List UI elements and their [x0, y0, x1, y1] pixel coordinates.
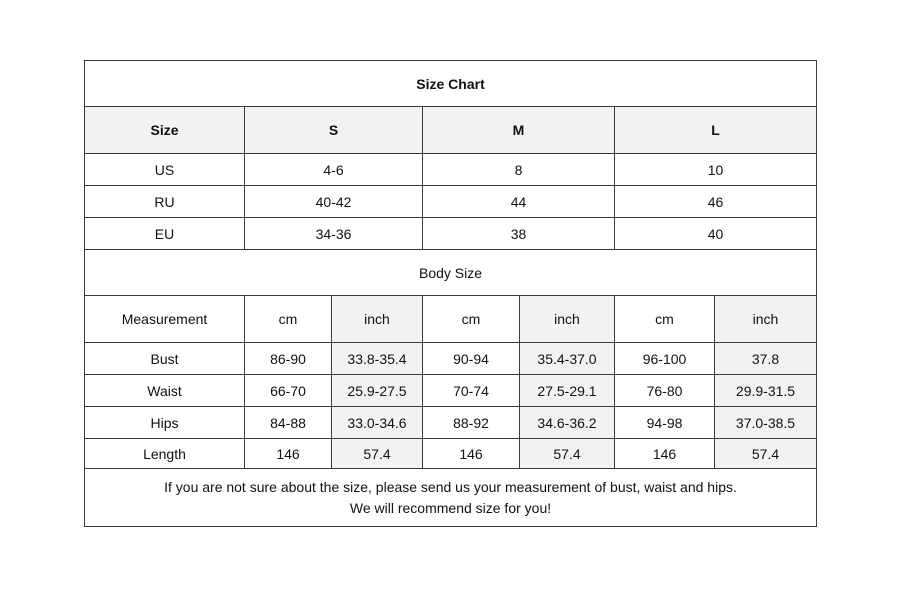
- conversion-row-ru: [85, 186, 817, 218]
- measurement-label: Waist: [85, 375, 245, 407]
- measurement-cell: 146: [423, 439, 520, 469]
- conversion-cell: 34-36: [245, 218, 423, 250]
- size-l-header: L: [615, 107, 817, 154]
- measurement-header: Measurement: [85, 296, 245, 343]
- measurement-cell: 35.4-37.0: [520, 343, 615, 375]
- size-header-label: Size: [85, 107, 245, 154]
- size-s-header: S: [245, 107, 423, 154]
- measurement-cell: 146: [615, 439, 715, 469]
- unit-header-row: [85, 296, 817, 343]
- measurement-cell: 76-80: [615, 375, 715, 407]
- chart-title: Size Chart: [85, 61, 817, 107]
- measurement-cell: 88-92: [423, 407, 520, 439]
- unit-header-cm: cm: [615, 296, 715, 343]
- size-note-line-1: If you are not sure about the size, please send us your measurement of bust, waist and hips.: [164, 478, 737, 495]
- size-chart-table: [84, 60, 817, 527]
- conversion-cell: 38: [423, 218, 615, 250]
- measurement-cell: 86-90: [245, 343, 332, 375]
- size-header-row: [85, 107, 817, 154]
- measurement-cell: 57.4: [332, 439, 423, 469]
- measurement-cell: 57.4: [715, 439, 817, 469]
- measurement-cell: 37.8: [715, 343, 817, 375]
- measurement-cell: 33.8-35.4: [332, 343, 423, 375]
- note-row: [85, 469, 817, 527]
- conversion-cell: 40-42: [245, 186, 423, 218]
- measurement-cell: 33.0-34.6: [332, 407, 423, 439]
- measurement-cell: 84-88: [245, 407, 332, 439]
- body-size-title-row: [85, 250, 817, 296]
- measurement-cell: 66-70: [245, 375, 332, 407]
- measurement-cell: 146: [245, 439, 332, 469]
- conversion-row-us: [85, 154, 817, 186]
- measurement-label: Hips: [85, 407, 245, 439]
- measurement-row-bust: [85, 343, 817, 375]
- conversion-cell: 46: [615, 186, 817, 218]
- unit-header-inch: inch: [520, 296, 615, 343]
- measurement-cell: 27.5-29.1: [520, 375, 615, 407]
- measurement-cell: 96-100: [615, 343, 715, 375]
- unit-header-inch: inch: [715, 296, 817, 343]
- measurement-row-length: [85, 439, 817, 469]
- size-note: [85, 469, 817, 527]
- conversion-cell: 10: [615, 154, 817, 186]
- measurement-cell: 57.4: [520, 439, 615, 469]
- unit-header-cm: cm: [423, 296, 520, 343]
- measurement-cell: 90-94: [423, 343, 520, 375]
- measurement-cell: 34.6-36.2: [520, 407, 615, 439]
- conversion-row-eu: [85, 218, 817, 250]
- conversion-cell: 44: [423, 186, 615, 218]
- title-row: [85, 61, 817, 107]
- measurement-cell: 25.9-27.5: [332, 375, 423, 407]
- region-label: EU: [85, 218, 245, 250]
- measurement-cell: 37.0-38.5: [715, 407, 817, 439]
- body-size-title: Body Size: [85, 250, 817, 296]
- conversion-cell: 40: [615, 218, 817, 250]
- conversion-cell: 4-6: [245, 154, 423, 186]
- unit-header-inch: inch: [332, 296, 423, 343]
- measurement-row-waist: [85, 375, 817, 407]
- measurement-cell: 29.9-31.5: [715, 375, 817, 407]
- conversion-cell: 8: [423, 154, 615, 186]
- size-note-line-2: We will recommend size for you!: [349, 499, 552, 516]
- size-m-header: M: [423, 107, 615, 154]
- measurement-cell: 70-74: [423, 375, 520, 407]
- measurement-cell: 94-98: [615, 407, 715, 439]
- region-label: US: [85, 154, 245, 186]
- measurement-label: Bust: [85, 343, 245, 375]
- unit-header-cm: cm: [245, 296, 332, 343]
- region-label: RU: [85, 186, 245, 218]
- measurement-row-hips: [85, 407, 817, 439]
- measurement-label: Length: [85, 439, 245, 469]
